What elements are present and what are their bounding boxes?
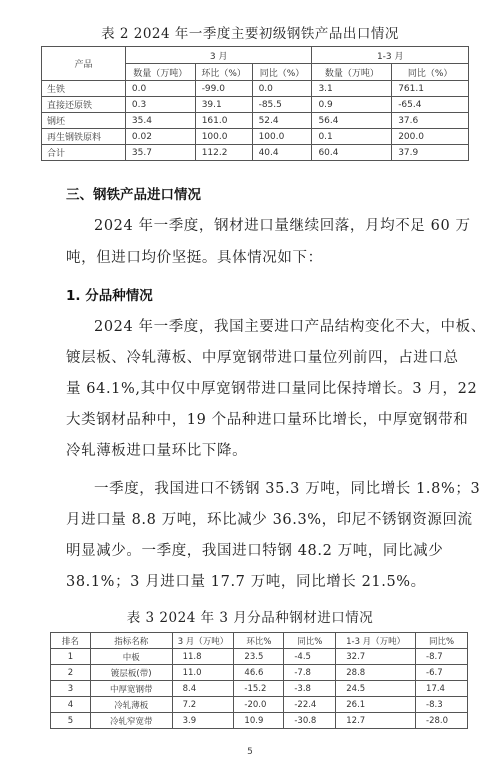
table-cell: -20.0: [234, 697, 284, 713]
table-cell: 0.0: [125, 81, 195, 97]
table3-col-header: 1-3 月（万吨）: [336, 633, 416, 649]
table-row: [42, 145, 469, 161]
table-row: [42, 81, 469, 97]
table2-row-name: 再生钢铁原料: [42, 129, 126, 145]
page-number: 5: [247, 747, 253, 757]
table-cell: 35.4: [125, 113, 195, 129]
paragraph-line: 量 64.1%,其中仅中厚宽钢带进口量同比保持增长。3 月，22: [66, 381, 478, 397]
section-heading: 三、钢铁产品进口情况: [66, 187, 201, 203]
paragraph-line: 大类钢材品种中，19 个品种进口量环比增长，中厚宽钢带和: [66, 412, 469, 428]
table-cell: 10.9: [234, 713, 284, 729]
table-cell: -4.5: [284, 649, 336, 665]
table-cell: 37.6: [392, 113, 469, 129]
table-cell: 161.0: [195, 113, 252, 129]
table2-header-march: 3 月: [125, 47, 312, 64]
paragraph-line: 镀层板、冷轧薄板、中厚宽钢带进口量位列前四，占进口总: [66, 350, 459, 366]
table-cell: 100.0: [195, 129, 252, 145]
table2: [41, 46, 469, 161]
table2-row-name: 生铁: [42, 81, 126, 97]
table-cell: 中厚宽钢带: [90, 681, 172, 697]
table-cell: -7.8: [284, 665, 336, 681]
table-cell: -65.4: [392, 97, 469, 113]
table3: [50, 632, 468, 729]
table3-caption: 表 3 2024 年 3 月分品种钢材进口情况: [126, 610, 374, 626]
intro-line: 吨，但进口均价坚挺。具体情况如下：: [66, 250, 323, 266]
table3-col-header: 排名: [51, 633, 91, 649]
table-cell: 11.8: [172, 649, 234, 665]
table-cell: 56.4: [312, 113, 392, 129]
table-row: [51, 697, 468, 713]
table2-row-name: 钢坯: [42, 113, 126, 129]
table-cell: 40.4: [252, 145, 312, 161]
table-cell: 3.1: [312, 81, 392, 97]
table2-col-header: 同比（%）: [252, 64, 312, 81]
table-cell: 60.4: [312, 145, 392, 161]
table-cell: 12.7: [336, 713, 416, 729]
intro-line: 2024 年一季度，钢材进口量继续回落，月均不足 60 万: [94, 218, 471, 234]
table-cell: -22.4: [284, 697, 336, 713]
table-cell: -3.8: [284, 681, 336, 697]
table-cell: 35.7: [125, 145, 195, 161]
table-cell: 0.3: [125, 97, 195, 113]
table-cell: 冷轧窄宽带: [90, 713, 172, 729]
table2-header-q1: 1-3 月: [312, 47, 469, 64]
table-row: [42, 113, 469, 129]
table-cell: 52.4: [252, 113, 312, 129]
table-cell: 17.4: [416, 681, 468, 697]
table-cell: 37.9: [392, 145, 469, 161]
table-row: [51, 665, 468, 681]
table-cell: 中板: [90, 649, 172, 665]
table-cell: 24.5: [336, 681, 416, 697]
table-cell: 23.5: [234, 649, 284, 665]
table-row: [51, 649, 468, 665]
paragraph-line: 2024 年一季度，我国主要进口产品结构变化不大，中板、: [94, 319, 486, 335]
table-cell: 11.0: [172, 665, 234, 681]
table-cell: -15.2: [234, 681, 284, 697]
table3-col-header: 3 月（万吨）: [172, 633, 234, 649]
table2-col-header: 同比（%）: [392, 64, 469, 81]
table-cell: -6.7: [416, 665, 468, 681]
table-cell: 7.2: [172, 697, 234, 713]
paragraph-line: 38.1%；3 月进口量 17.7 万吨，同比增长 21.5%。: [66, 574, 426, 590]
table-cell: -28.0: [416, 713, 468, 729]
table-cell: 112.2: [195, 145, 252, 161]
table-cell: 3.9: [172, 713, 234, 729]
table2-row-name: 合计: [42, 145, 126, 161]
paragraph-line: 冷轧薄板进口量环比下降。: [66, 443, 248, 459]
table-cell: 46.6: [234, 665, 284, 681]
table-cell: -8.7: [416, 649, 468, 665]
paragraph-line: 明显减少。一季度，我国进口特钢 48.2 万吨，同比减少: [66, 543, 444, 559]
table2-col-header: 环比（%）: [195, 64, 252, 81]
table-cell: -8.3: [416, 697, 468, 713]
table-cell: 200.0: [392, 129, 469, 145]
table-cell: 8.4: [172, 681, 234, 697]
table-cell: 0.0: [252, 81, 312, 97]
table3-col-header: 同比%: [416, 633, 468, 649]
table-cell: 32.7: [336, 649, 416, 665]
table2-caption: 表 2 2024 年一季度主要初级钢铁产品出口情况: [101, 26, 399, 42]
table-row: [51, 681, 468, 697]
table-cell: 26.1: [336, 697, 416, 713]
table2-col-header: 数量（万吨）: [125, 64, 195, 81]
table-cell: 0.02: [125, 129, 195, 145]
paragraph-line: 一季度，我国进口不锈钢 35.3 万吨，同比增长 1.8%；3: [94, 481, 481, 497]
table3-col-header: 同比%: [284, 633, 336, 649]
table-cell: 镀层板(带): [90, 665, 172, 681]
table-row: [42, 129, 469, 145]
table2-row-name: 直接还原铁: [42, 97, 126, 113]
table-cell: -85.5: [252, 97, 312, 113]
table-row: [42, 97, 469, 113]
table3-col-header: 环比%: [234, 633, 284, 649]
table2-col-header: 数量（万吨）: [312, 64, 392, 81]
table-cell: 冷轧薄板: [90, 697, 172, 713]
table-cell: 0.9: [312, 97, 392, 113]
table-cell: 5: [51, 713, 91, 729]
table-cell: -30.8: [284, 713, 336, 729]
table-cell: 3: [51, 681, 91, 697]
table-cell: 1: [51, 649, 91, 665]
table-cell: 28.8: [336, 665, 416, 681]
sub-heading: 1. 分品种情况: [66, 288, 153, 304]
paragraph-line: 月进口量 8.8 万吨，环比减少 36.3%，印尼不锈钢资源回流: [66, 512, 473, 528]
table-cell: 100.0: [252, 129, 312, 145]
table-row: [51, 713, 468, 729]
table3-col-header: 指标名称: [90, 633, 172, 649]
table-cell: 0.1: [312, 129, 392, 145]
table-cell: 761.1: [392, 81, 469, 97]
table-cell: 39.1: [195, 97, 252, 113]
table-cell: 2: [51, 665, 91, 681]
table-cell: 4: [51, 697, 91, 713]
table-cell: -99.0: [195, 81, 252, 97]
table2-header-product: 产品: [42, 47, 126, 81]
